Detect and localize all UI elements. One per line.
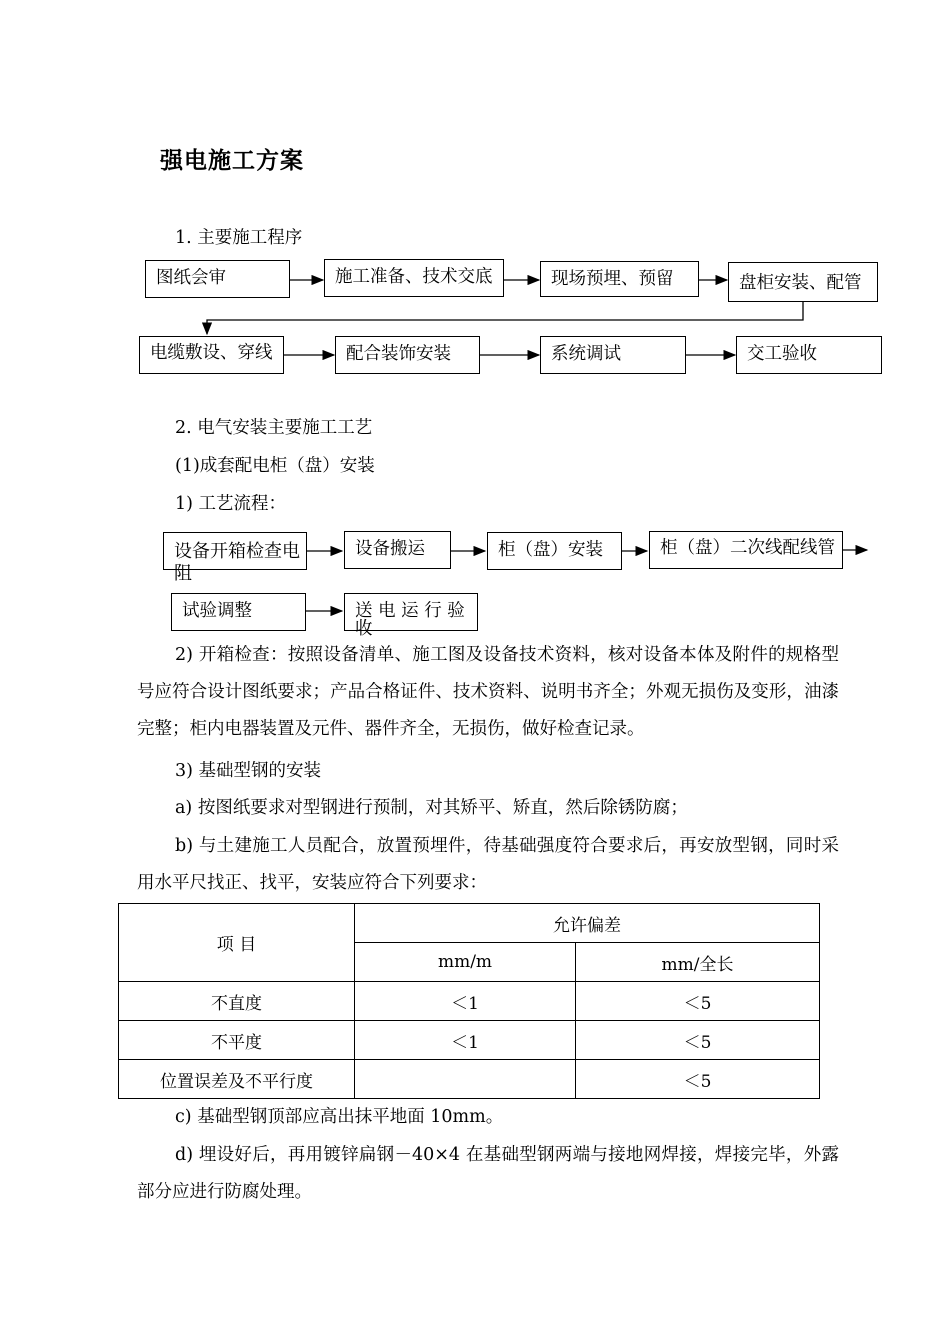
flow-step-cabinet-mount bbox=[487, 532, 622, 570]
subsection-heading: (1)成套配电柜（盘）安装 bbox=[175, 456, 375, 476]
flow-step-unpacking bbox=[163, 532, 307, 584]
flow-step-label: 柜（盘）安装 bbox=[498, 540, 603, 560]
flow-step-label: 柜（盘）二次线配线管 bbox=[660, 538, 835, 558]
section-2-heading: 2. 电气安装主要施工工艺 bbox=[175, 418, 373, 438]
flow-step-label: 试验调整 bbox=[182, 601, 252, 621]
table-row bbox=[119, 982, 820, 1021]
step-c-paragraph: c) 基础型钢顶部应高出抹平地面 10mm。 bbox=[175, 1107, 504, 1127]
flow-step-transport bbox=[344, 531, 451, 569]
unit-full-length-header: mm/全长 bbox=[576, 943, 820, 982]
tolerance-group-header: 允许偏差 bbox=[355, 904, 820, 943]
unit-per-meter-header: mm/m bbox=[355, 943, 576, 982]
foundation-steel-heading: 3) 基础型钢的安装 bbox=[175, 761, 322, 781]
row-value-full-length: ＜5 bbox=[576, 1021, 820, 1060]
step-d-paragraph: d) 埋设好后，再用镀锌扁钢－40×4 在基础型钢两端与接地网焊接，焊接完毕，外露部分应进行防腐处理。 bbox=[137, 1145, 839, 1202]
item-header: 项 目 bbox=[119, 904, 355, 982]
row-value-full-length: ＜5 bbox=[576, 982, 820, 1021]
table-row bbox=[119, 1060, 820, 1099]
row-value-per-meter bbox=[355, 1060, 576, 1099]
flow-step-label: 配合装饰安装 bbox=[346, 344, 451, 364]
row-value-per-meter: ＜1 bbox=[355, 1021, 576, 1060]
flow-step-label: 设备搬运 bbox=[355, 539, 425, 559]
row-name: 位置误差及不平行度 bbox=[119, 1060, 355, 1099]
flow-step-label: 设备开箱检查电阻 bbox=[174, 541, 300, 584]
row-name: 不平度 bbox=[119, 1021, 355, 1060]
step-a-paragraph: a) 按图纸要求对型钢进行预制，对其矫平、矫直，然后除锈防腐； bbox=[175, 798, 688, 818]
flow-step-label: 施工准备、技术交底 bbox=[335, 267, 493, 287]
flow-step-label: 图纸会审 bbox=[156, 268, 226, 288]
row-value-full-length: ＜5 bbox=[576, 1060, 820, 1099]
flow-step-label: 交工验收 bbox=[747, 344, 817, 364]
flow-step-label: 送 电 运 行 验 收 bbox=[355, 601, 465, 639]
flow-step-label: 电缆敷设、穿线 bbox=[150, 343, 273, 363]
flow-step-testing bbox=[171, 593, 306, 631]
flow-step-label: 盘柜安装、配管 bbox=[739, 273, 862, 293]
flow-step-secondary-wiring bbox=[649, 531, 843, 569]
step-b-paragraph: b) 与土建施工人员配合，放置预埋件，待基础强度符合要求后，再安放型钢，同时采用水平尺找正、找平，安装应符合下列要求： bbox=[137, 836, 839, 893]
tolerance-table bbox=[118, 903, 820, 1099]
row-name: 不直度 bbox=[119, 982, 355, 1021]
section-1-heading: 1. 主要施工程序 bbox=[175, 228, 303, 248]
flow-step-energize bbox=[344, 593, 478, 639]
table-row bbox=[119, 1021, 820, 1060]
flow-step-label: 现场预埋、预留 bbox=[551, 269, 674, 289]
row-value-per-meter: ＜1 bbox=[355, 982, 576, 1021]
unpacking-inspection-paragraph: 2) 开箱检查：按照设备清单、施工图及设备技术资料，核对设备本体及附件的规格型号应符合设计图纸要求；产品合格证件、技术资料、说明书齐全；外观无损伤及变形，油漆完整；柜内电器装置及元件、器件齐全，无损伤，做好检查记录。 bbox=[137, 645, 839, 739]
flow-step-label: 系统调试 bbox=[551, 344, 621, 364]
process-flow-heading: 1) 工艺流程： bbox=[175, 494, 287, 514]
page-title: 强电施工方案 bbox=[160, 148, 304, 174]
